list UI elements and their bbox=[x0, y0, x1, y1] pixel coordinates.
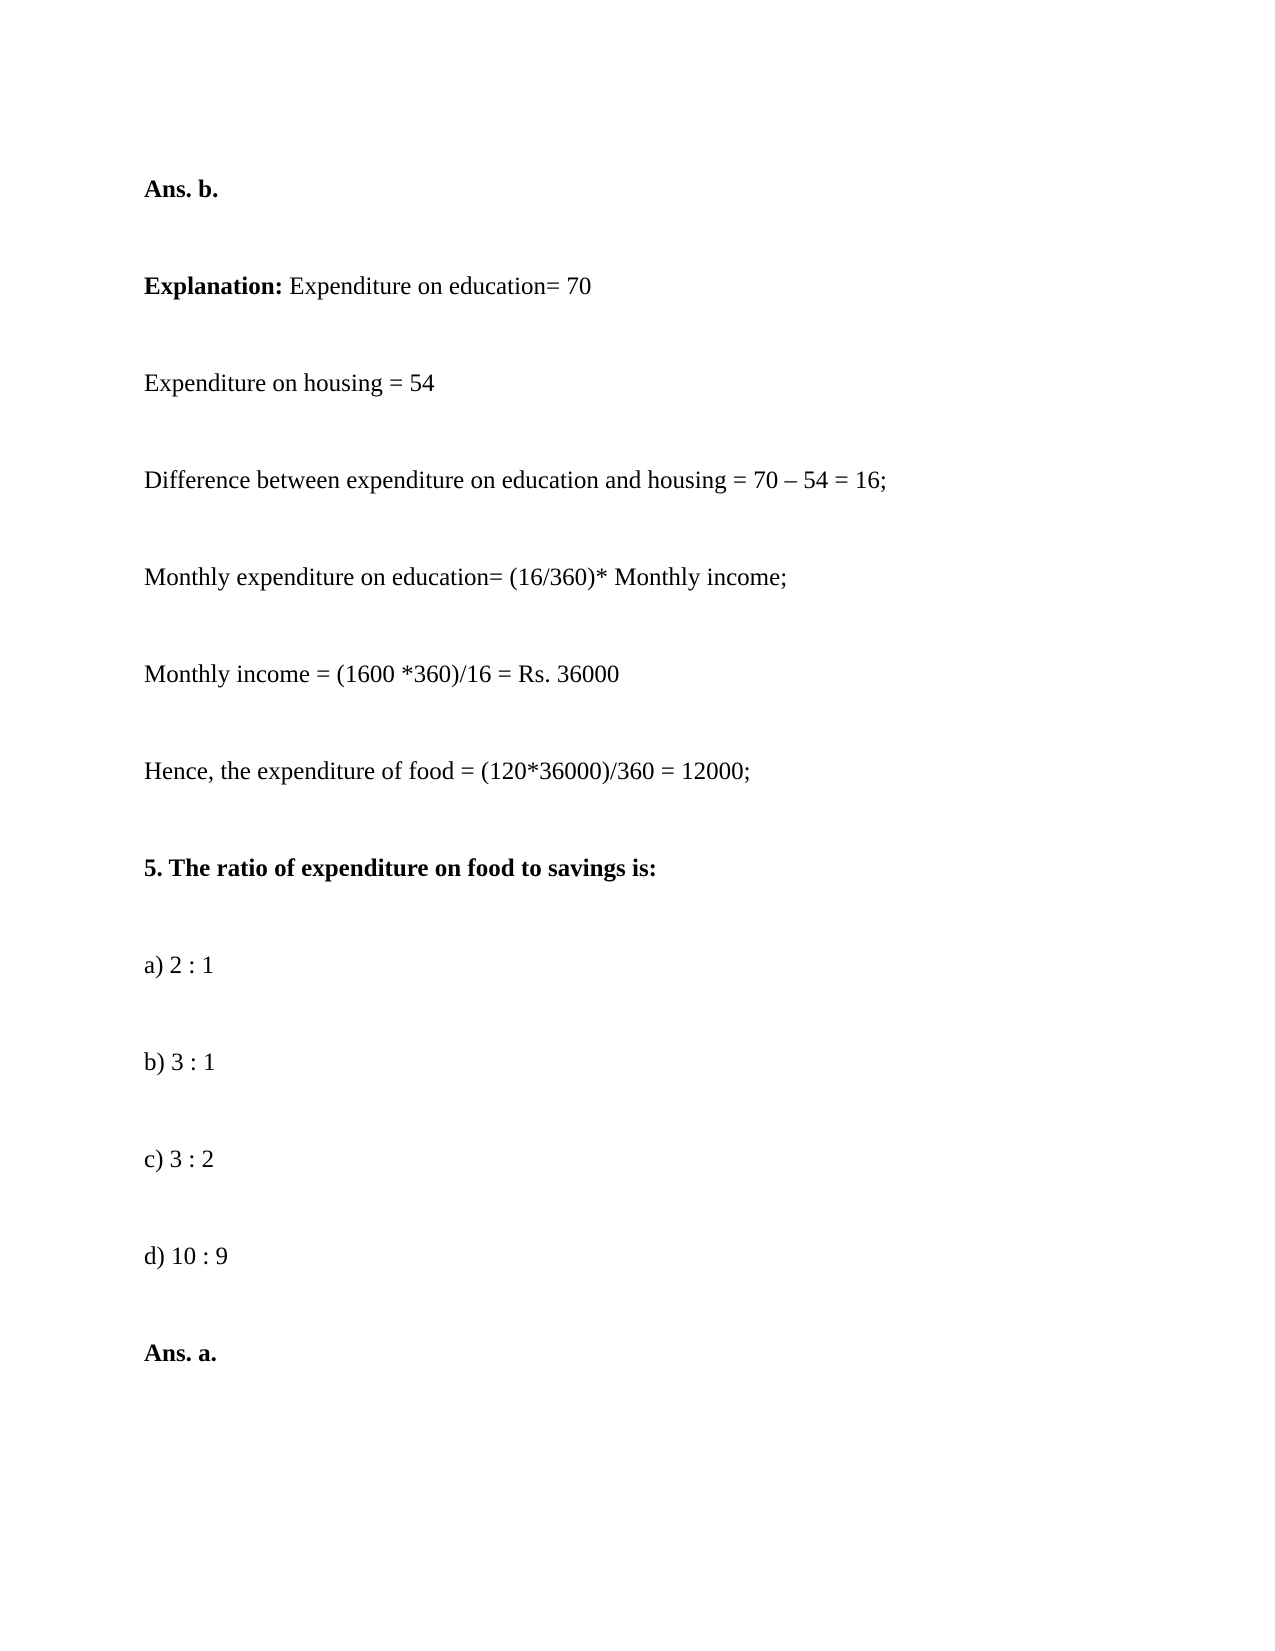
option-a: a) 2 : 1 bbox=[144, 952, 215, 979]
working-line-monthly-expenditure: Monthly expenditure on education= (16/360)* Monthly income; bbox=[144, 564, 788, 591]
option-d: d) 10 : 9 bbox=[144, 1243, 229, 1270]
previous-answer-label: Ans. b. bbox=[144, 176, 219, 203]
working-line-monthly-income: Monthly income = (1600 *360)/16 = Rs. 36000 bbox=[144, 661, 620, 688]
explanation-line bbox=[144, 272, 1125, 301]
final-answer-label: Ans. a. bbox=[144, 1340, 217, 1367]
explanation-label: Explanation: bbox=[144, 273, 283, 300]
working-line-housing: Expenditure on housing = 54 bbox=[144, 370, 435, 397]
explanation-text: Expenditure on education= 70 bbox=[289, 273, 592, 300]
working-line-difference: Difference between expenditure on education and housing = 70 – 54 = 16; bbox=[144, 467, 887, 494]
option-c: c) 3 : 2 bbox=[144, 1146, 215, 1173]
option-b: b) 3 : 1 bbox=[144, 1049, 216, 1076]
working-line-food-expenditure: Hence, the expenditure of food = (120*36000)/360 = 12000; bbox=[144, 758, 751, 785]
question-5-heading: 5. The ratio of expenditure on food to savings is: bbox=[144, 855, 658, 882]
